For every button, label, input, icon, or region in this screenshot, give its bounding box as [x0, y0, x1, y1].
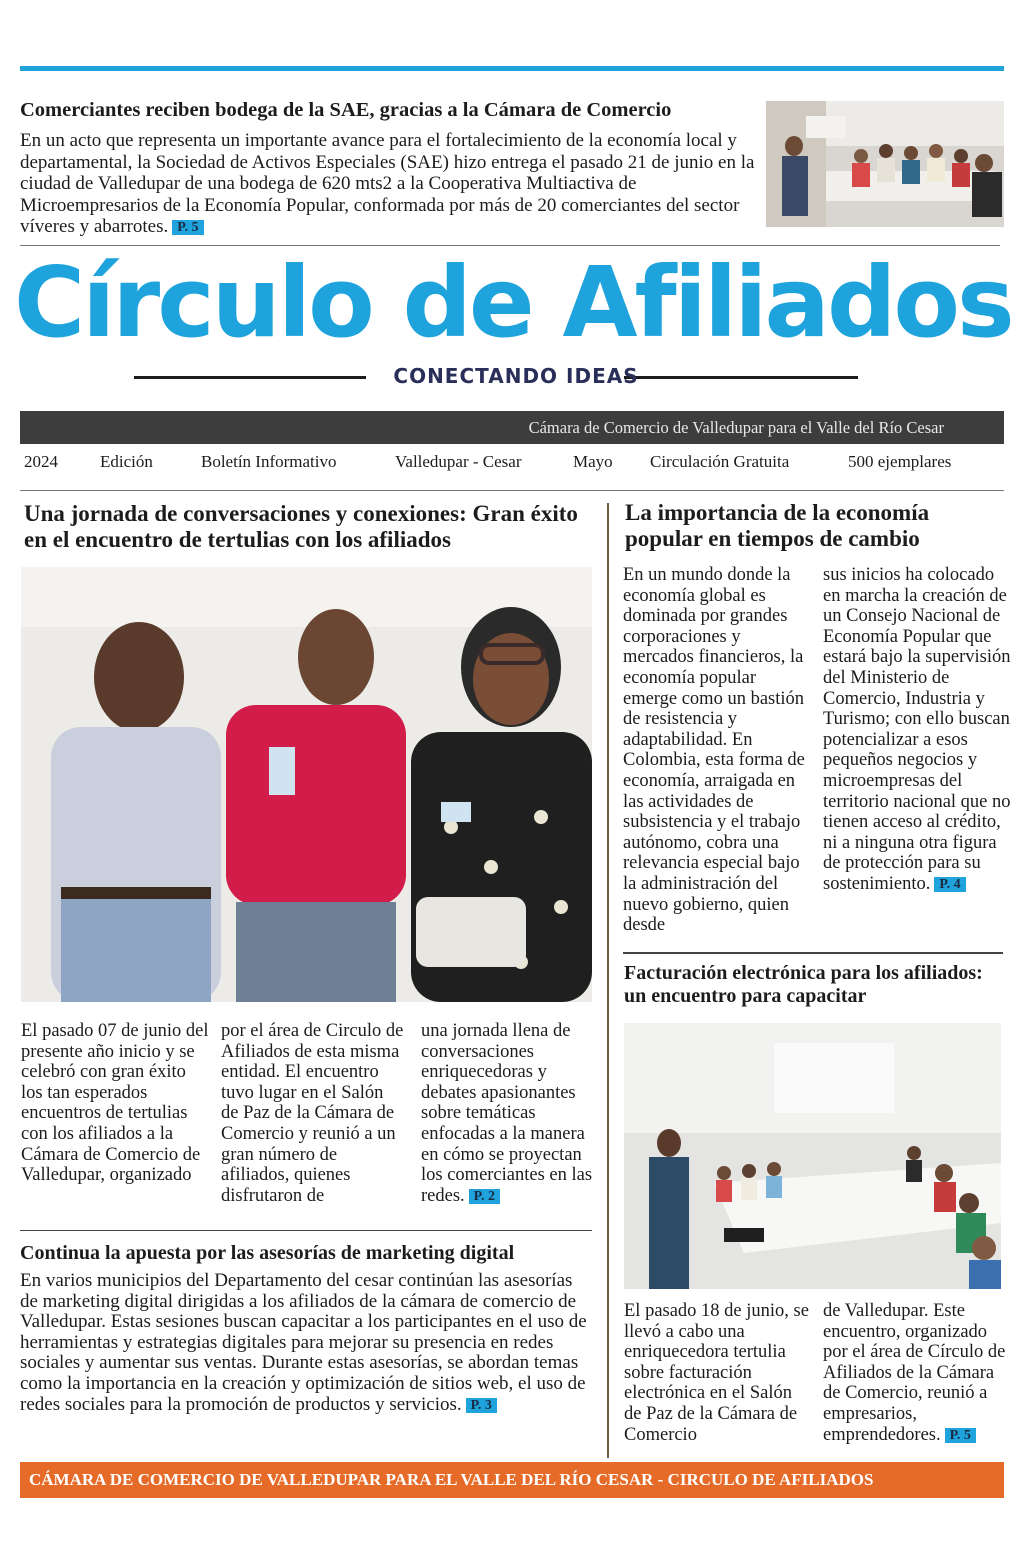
page-ref-badge[interactable]: P. 4: [934, 877, 965, 892]
page-ref-badge[interactable]: P. 2: [469, 1189, 500, 1204]
top-story-text: En un acto que representa un importante avance para el fortalecimiento de la economía local y departamental, la Sociedad de Activos Especiales (SAE) hizo entrega el pasado 21 de junio en la ciudad de Valledupar de una bodega de 620 mts2 a la Cooperativa Multiactiva de Microempresarios de la Economía Popular, conformada por más de 20 comerciantes del sector víveres y abarrotes.: [20, 130, 755, 237]
marketing-title[interactable]: Continua la apuesta por las asesorías de marketing digital: [20, 1242, 515, 1264]
page-ref-badge[interactable]: P. 5: [172, 220, 203, 235]
top-accent-bar: [20, 66, 1004, 71]
tertulias-col-2: por el área de Circulo de Afiliados de esta misma entidad. El encuentro tuvo lugar en el Salón de Paz de la Cámara de Comercio y reunió a un gran número de afiliados, quienes disfrutaron de: [221, 1021, 404, 1206]
footer-bar: CÁMARA DE COMERCIO DE VALLEDUPAR PARA EL VALLE DEL RÍO CESAR - CIRCULO DE AFILIADOS: [20, 1462, 1004, 1498]
issue-copies: 500 ejemplares: [848, 452, 952, 471]
issue-place: Valledupar - Cesar: [395, 452, 522, 471]
issue-edition: Edición: [100, 452, 153, 471]
divider: [20, 490, 1004, 491]
issue-info-row: [20, 452, 1004, 476]
masthead-tagline: CONECTANDO IDEAS: [393, 364, 639, 388]
tertulias-col-3-text: una jornada llena de conversaciones enriquecedoras y debates apasionantes sobre temáticas enfocadas a la manera en cómo se proyectan los comerciantes en las redes.: [421, 1021, 593, 1206]
facturacion-col-2-text: de Valledupar. Este encuentro, organizado por el área de Círculo de Afiliados de la Cámara de Comercio, reunió a empresarios, emprendedores.: [823, 1301, 1006, 1445]
page-ref-badge[interactable]: P. 3: [466, 1398, 497, 1413]
tertulias-title[interactable]: Una jornada de conversaciones y conexiones: Gran éxito en el encuentro de tertulias con los afiliados: [24, 501, 578, 552]
page-ref-badge[interactable]: P. 5: [945, 1428, 976, 1443]
divider: [20, 1230, 592, 1231]
facturacion-photo: [624, 1023, 1001, 1289]
issue-month: Mayo: [573, 452, 613, 471]
top-story-title[interactable]: Comerciantes reciben bodega de la SAE, gracias a la Cámara de Comercio: [20, 99, 672, 121]
top-story-photo: [766, 101, 1004, 227]
masthead-title: Círculo de Afiliados: [14, 246, 1012, 359]
tagline-rule-left: [134, 376, 366, 379]
divider: [623, 952, 1003, 954]
tertulias-col-1: El pasado 07 de junio del presente año inicio y se celebró con gran éxito los tan esperados encuentros de tertulias con los afiliados a la Cámara de Comercio de Valledupar, organizado: [21, 1021, 209, 1186]
issue-circulation: Circulación Gratuita: [650, 452, 790, 471]
economia-title[interactable]: La importancia de la economía popular en tiempos de cambio: [625, 500, 930, 551]
column-rule: [607, 503, 609, 1458]
issue-type: Boletín Informativo: [201, 452, 337, 471]
top-story-body: [20, 130, 765, 238]
tertulias-photo: [21, 567, 592, 1002]
facturacion-col-2: [823, 1301, 1013, 1445]
chamber-bar: Cámara de Comercio de Valledupar para el Valle del Río Cesar: [20, 411, 1004, 444]
marketing-text: En varios municipios del Departamento del cesar continúan las asesorías de marketing digital dirigidas a los afiliados de la cámara de comercio de Valledupar. Estas sesiones buscan capacitar a los participantes en el uso de herramientas y estrategias digitales para mejorar su presencia en redes sociales y aumentar sus ventas. Durante estas asesorías, se abordan temas como la importancia en la creación y optimización de sitios web, el uso de redes sociales para la promoción de productos y servicios.: [20, 1270, 587, 1415]
tertulias-col-3: [421, 1021, 595, 1206]
marketing-body: [20, 1271, 592, 1415]
economia-col-2: [823, 565, 1013, 895]
facturacion-title[interactable]: Facturación electrónica para los afiliados: un encuentro para capacitar: [624, 962, 983, 1007]
facturacion-col-1: El pasado 18 de junio, se llevó a cabo una enriquecedora tertulia sobre facturación electrónica en el Salón de Paz de la Cámara de Comercio: [624, 1301, 809, 1445]
economia-col-1: En un mundo donde la economía global es dominada por grandes corporaciones y mercados financieros, la economía popular emerge como un bastión de resistencia y adaptabilidad. En Colombia, esta forma de economía, arraigada en las actividades de subsistencia y el trabajo autónomo, cobra una relevancia especial bajo la administración del nuevo gobierno, quien desde: [623, 565, 805, 936]
issue-year: 2024: [24, 452, 58, 471]
economia-col-2-text: sus inicios ha colocado en marcha la creación de un Consejo Nacional de Economía Popular que estará bajo la supervisión del Ministerio de Comercio, Industria y Turismo; con ello buscan potencializar a esos pequeños negocios y microempresas del territorio nacional que no tienen acceso al crédito, ni a ninguna otra figura de protección para su sostenimiento.: [823, 565, 1011, 894]
